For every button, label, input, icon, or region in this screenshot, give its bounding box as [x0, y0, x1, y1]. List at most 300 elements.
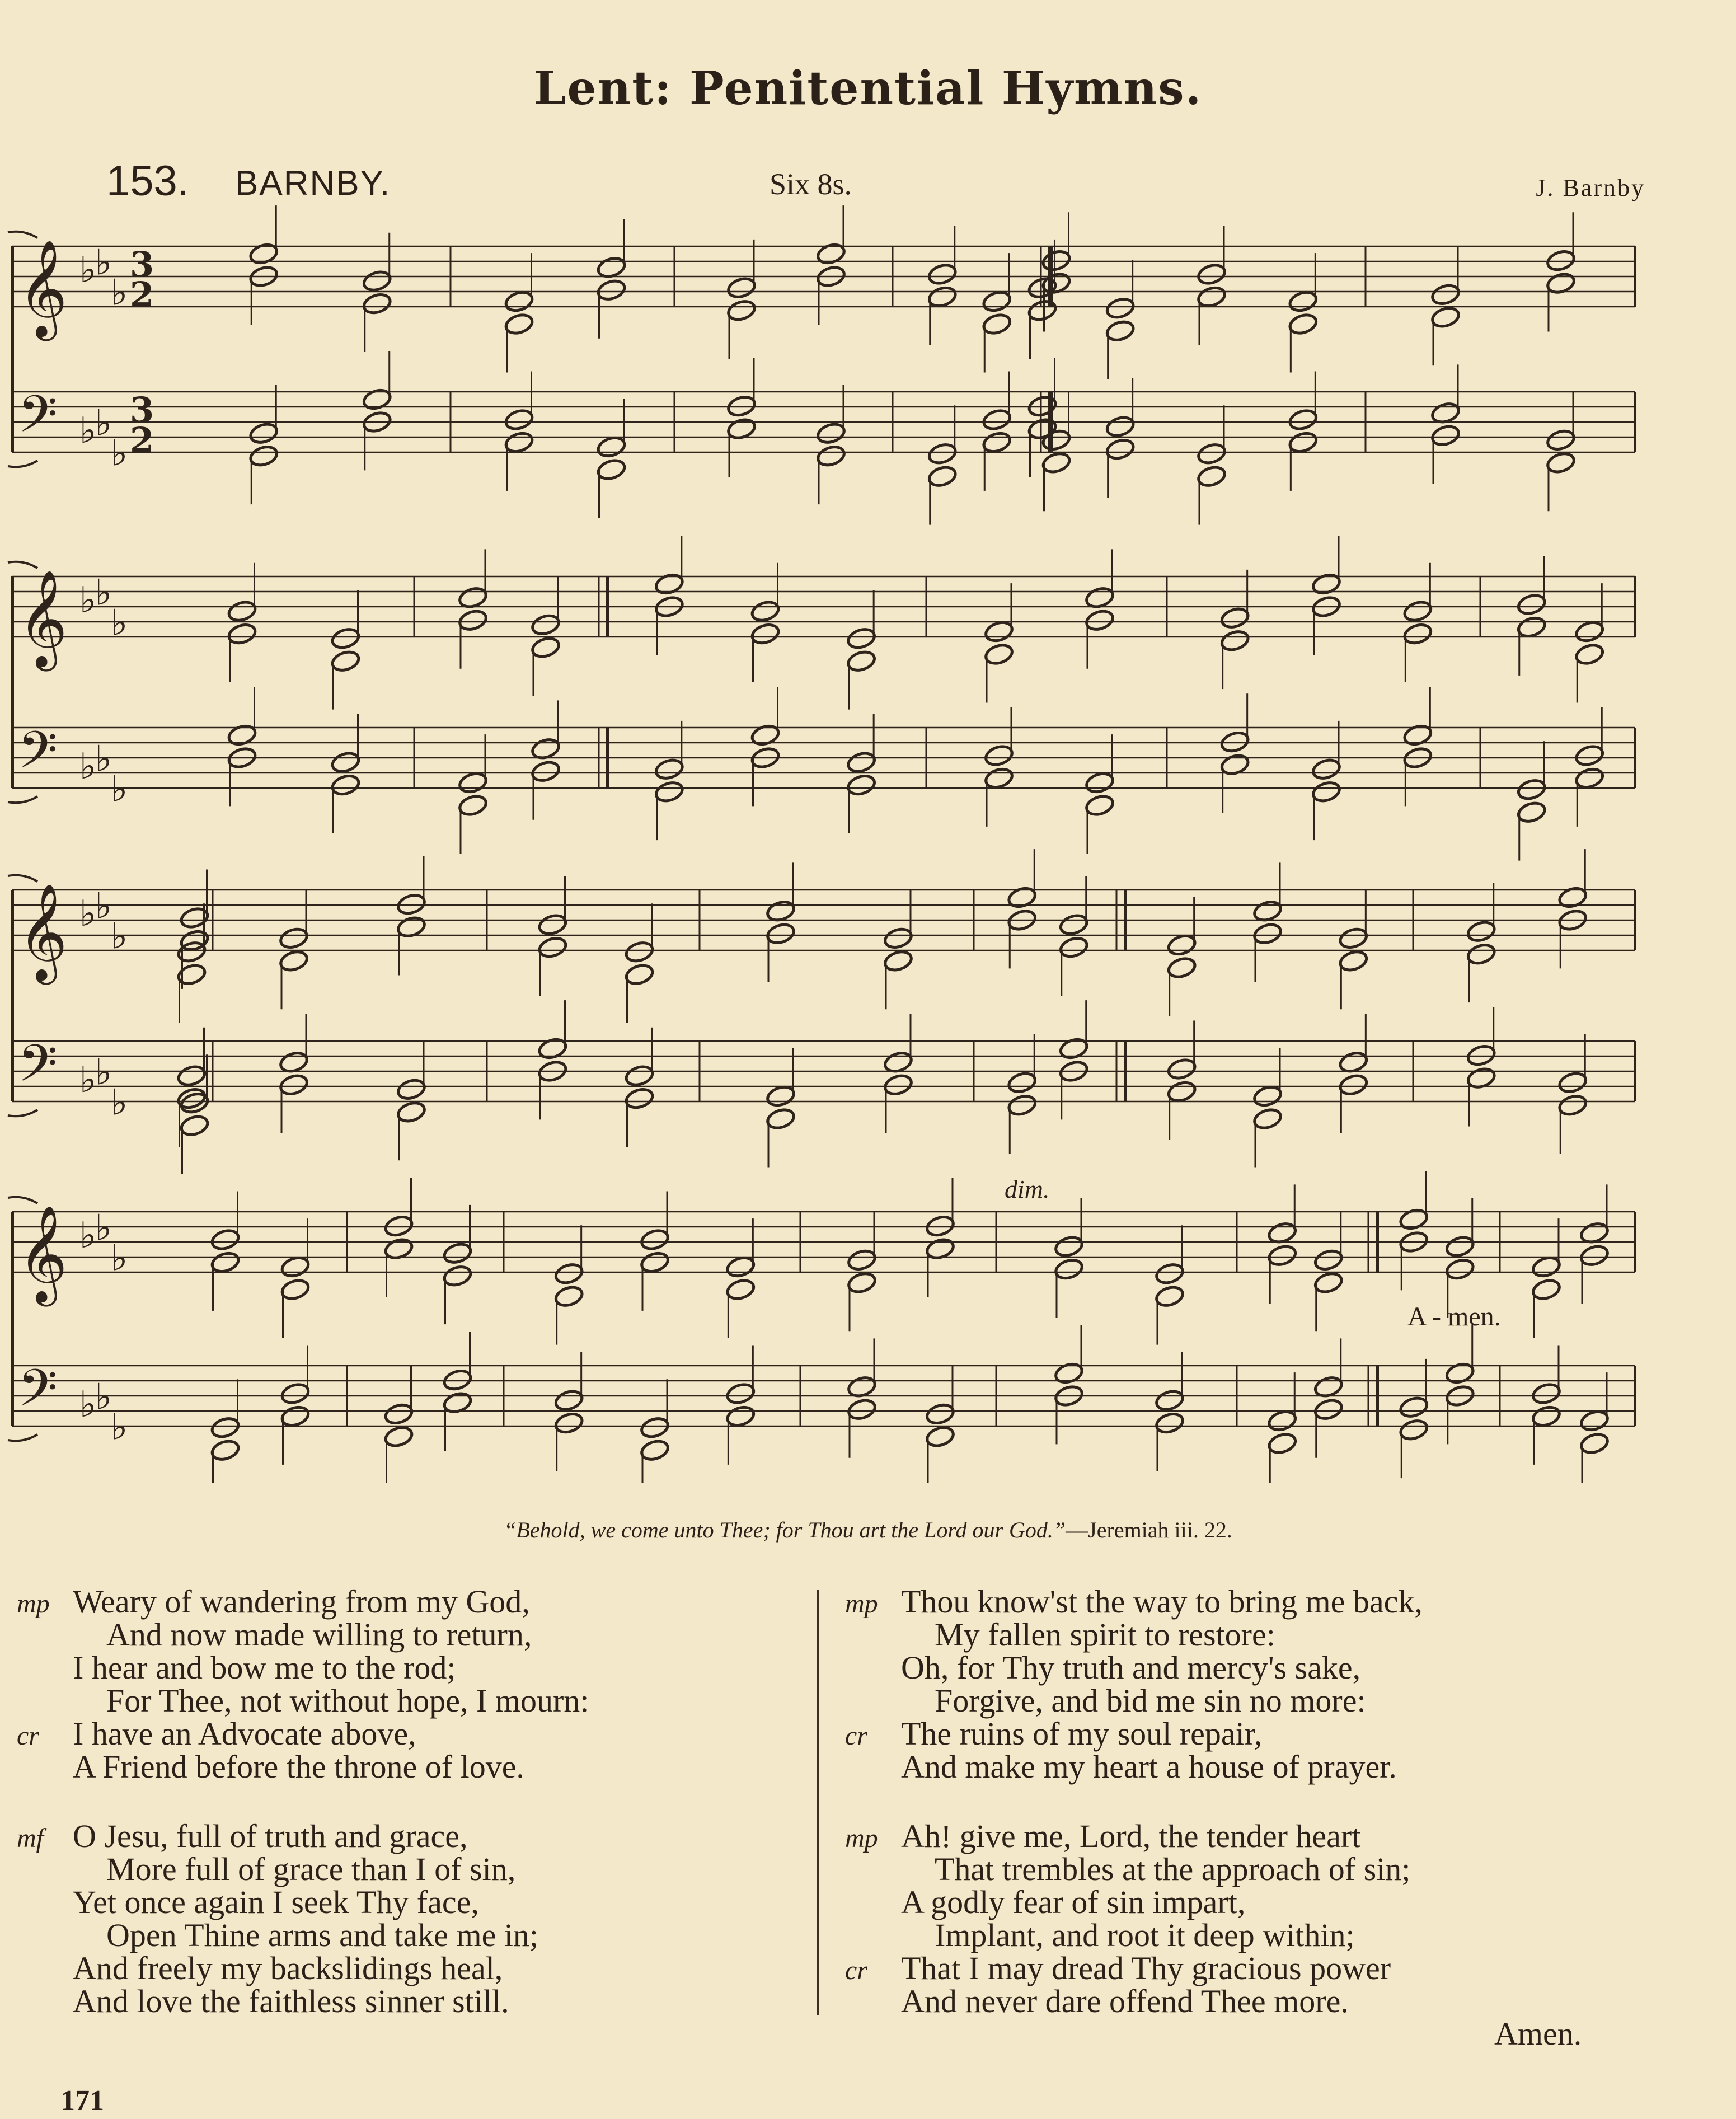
note-head	[504, 289, 534, 313]
verse-line-text: The ruins of my soul repair,	[901, 1715, 1263, 1752]
verse-line	[17, 1717, 800, 1750]
note-head	[1402, 723, 1433, 747]
note-head	[1105, 319, 1136, 343]
key-flat: ♭	[79, 893, 97, 935]
note-head	[1166, 1057, 1197, 1081]
note-head	[984, 766, 1015, 790]
bracket-hook	[8, 1110, 37, 1116]
note-head	[984, 642, 1015, 666]
verse-line-text: My fallen spirit to restore:	[935, 1616, 1275, 1653]
verse-line	[845, 1651, 1629, 1684]
note-head	[725, 1404, 756, 1428]
bracket-hook	[8, 461, 37, 467]
note-head	[1197, 465, 1227, 489]
note-head	[1058, 912, 1089, 936]
bass-clef: 𝄢	[18, 1358, 58, 1430]
verse-line-text: And never dare offend Thee more.	[901, 1983, 1349, 2019]
note-head	[1466, 920, 1496, 944]
note-head	[750, 723, 781, 747]
note-head	[227, 723, 257, 747]
verse-line	[17, 1886, 800, 1919]
note-head	[1105, 414, 1136, 438]
note-head	[750, 599, 781, 623]
key-flat: ♭	[95, 885, 112, 927]
note-head	[1430, 305, 1461, 329]
verse-line-text: That trembles at the approach of sin;	[935, 1851, 1411, 1887]
verse-line	[845, 1717, 1629, 1750]
note-head	[624, 963, 655, 987]
note-head	[179, 1114, 210, 1138]
note-head	[1531, 1277, 1562, 1301]
note-head	[1155, 1262, 1185, 1286]
verse-line-text: And now made willing to return,	[106, 1616, 532, 1653]
note-head	[1197, 262, 1227, 286]
verse-line-text: And love the faithless sinner still.	[73, 1983, 509, 2019]
verse-line-text: Ah! give me, Lord, the tender heart	[901, 1818, 1361, 1854]
note-head	[280, 1277, 311, 1301]
note-head	[816, 421, 847, 446]
verse-4	[845, 1820, 1629, 2018]
note-head	[210, 1250, 241, 1274]
note-head	[1516, 800, 1547, 824]
key-flat: ♭	[95, 1376, 112, 1418]
note-head	[1399, 1418, 1429, 1442]
note-head	[458, 771, 489, 795]
note-head	[640, 1250, 670, 1274]
note-head	[925, 1214, 956, 1238]
note-head	[640, 1438, 670, 1462]
note-head	[458, 608, 489, 632]
note-head	[383, 1402, 414, 1426]
dynamic-mark: cr	[845, 1956, 867, 1985]
dynamic-mark: mp	[845, 1589, 878, 1619]
note-head	[1155, 1388, 1185, 1412]
verse-line-text: Weary of wandering from my God,	[73, 1583, 530, 1620]
page-number: 171	[60, 2085, 104, 2117]
note-head	[1311, 572, 1342, 596]
note-head	[279, 1073, 309, 1097]
note-head	[396, 1077, 427, 1101]
note-head	[846, 626, 877, 650]
note-head	[227, 622, 257, 646]
note-head	[766, 1107, 796, 1131]
note-head	[504, 407, 534, 432]
running-head: Lent: Penitential Hymns.	[533, 62, 1203, 115]
note-head	[726, 394, 757, 418]
note-head	[1085, 771, 1115, 795]
note-head	[504, 430, 534, 454]
verse-line	[17, 1684, 800, 1717]
note-head	[847, 1248, 878, 1272]
verse-1	[17, 1585, 800, 1783]
note-head	[883, 1073, 914, 1097]
note-head	[537, 1037, 568, 1061]
key-flat: ♭	[111, 602, 128, 644]
note-head	[1444, 1361, 1475, 1385]
verse-line-text: And freely my backslidings heal,	[73, 1950, 503, 1986]
note-head	[280, 1255, 311, 1279]
note-head	[1311, 757, 1342, 781]
note-head	[1574, 620, 1605, 644]
note-head	[330, 626, 361, 650]
note-head	[1105, 437, 1136, 461]
note-head	[1546, 428, 1577, 452]
note-head	[846, 750, 877, 774]
note-head	[847, 1271, 878, 1295]
treble-clef: 𝄞	[18, 240, 68, 337]
tune-name: BARNBY.	[235, 164, 391, 203]
note-head	[1041, 428, 1072, 452]
time-signature-top: 3	[130, 244, 154, 285]
note-head	[883, 926, 914, 950]
note-head	[1466, 942, 1496, 966]
verse-line-text: A Friend before the throne of love.	[73, 1748, 524, 1785]
bass-clef: 𝄢	[18, 1034, 58, 1105]
verse-line	[845, 1585, 1629, 1618]
amen-lyric: A - men.	[1407, 1302, 1501, 1332]
note-head	[750, 622, 781, 646]
note-head	[1267, 1244, 1298, 1268]
verse-line-text: That I may dread Thy gracious power	[901, 1950, 1391, 1986]
note-head	[982, 289, 1012, 313]
note-head	[280, 1404, 311, 1428]
note-head	[846, 773, 877, 797]
note-head	[1219, 606, 1250, 630]
note-head	[927, 442, 958, 466]
note-head	[1288, 289, 1319, 313]
note-head	[1579, 1431, 1610, 1455]
note-head	[982, 407, 1012, 432]
time-signature-bottom: 2	[130, 274, 154, 315]
bracket-hook	[8, 232, 37, 238]
note-head	[1313, 1248, 1344, 1272]
verse-line-text: Thou know'st the way to bring me back,	[901, 1583, 1423, 1620]
note-head	[654, 757, 684, 781]
note-head	[1288, 312, 1319, 336]
key-flat: ♭	[111, 1237, 128, 1279]
note-head	[1155, 1411, 1185, 1435]
note-head	[210, 1415, 241, 1440]
note-head	[596, 435, 627, 459]
note-head	[1557, 885, 1588, 910]
note-head	[927, 285, 958, 309]
note-head	[176, 1063, 207, 1087]
note-head	[725, 1381, 756, 1405]
key-flat: ♭	[79, 250, 97, 291]
note-head	[176, 963, 207, 987]
note-head	[624, 940, 655, 964]
verse-line	[17, 1750, 800, 1783]
note-head	[504, 312, 534, 336]
note-head	[1313, 1398, 1344, 1422]
dynamic-mark: mp	[17, 1589, 50, 1619]
bracket-hook	[8, 875, 37, 882]
note-head	[1311, 780, 1342, 804]
note-head	[280, 1381, 311, 1405]
note-head	[624, 1063, 655, 1087]
note-head	[442, 1241, 473, 1265]
key-flat: ♭	[95, 1207, 112, 1249]
note-head	[537, 912, 568, 936]
verse-line	[845, 1684, 1629, 1717]
note-head	[927, 465, 958, 489]
treble-clef: 𝄞	[18, 883, 68, 981]
verse-line-text: Oh, for Thy truth and mercy's sake,	[901, 1649, 1361, 1686]
note-head	[1288, 430, 1319, 454]
verse-line-text: More full of grace than I of sin,	[106, 1851, 516, 1887]
key-flat: ♭	[111, 1082, 128, 1124]
verse-line-text: Yet once again I seek Thy face,	[73, 1884, 479, 1920]
key-flat: ♭	[79, 1060, 97, 1101]
note-head	[1197, 285, 1227, 309]
verse-line-text: Implant, and root it deep within;	[935, 1917, 1355, 1953]
note-head	[816, 242, 847, 266]
note-head	[442, 1368, 473, 1392]
note-head	[1430, 424, 1461, 448]
note-head	[531, 760, 561, 784]
note-head	[596, 278, 627, 302]
note-head	[982, 312, 1012, 336]
note-head	[1430, 283, 1461, 307]
note-head	[596, 457, 627, 481]
amen: Amen.	[1494, 2015, 1582, 2052]
composer: J. Barnby	[1536, 174, 1645, 201]
key-flat: ♭	[95, 738, 112, 780]
note-head	[847, 1398, 878, 1422]
note-head	[883, 949, 914, 973]
key-flat: ♭	[79, 410, 97, 452]
note-head	[1007, 1093, 1038, 1117]
verse-line	[17, 1618, 800, 1651]
note-head	[1288, 407, 1319, 432]
verse-2	[17, 1820, 800, 2018]
verse-line-text: For Thee, not without hope, I mourn:	[106, 1682, 589, 1719]
note-head	[1252, 922, 1283, 946]
scripture-reference: —Jeremiah iii. 22.	[1066, 1517, 1232, 1543]
note-head	[1557, 1071, 1588, 1095]
note-head	[1219, 629, 1250, 653]
note-head	[726, 276, 757, 300]
note-head	[1402, 622, 1433, 646]
note-head	[1267, 1431, 1298, 1455]
dynamic-mark: mp	[845, 1823, 878, 1853]
key-flat: ♭	[111, 1407, 128, 1448]
note-head	[640, 1415, 670, 1440]
note-head	[1058, 1037, 1089, 1061]
note-head	[1557, 1093, 1588, 1117]
verse-line	[17, 1585, 800, 1618]
verse-line-text: A godly fear of sin impart,	[901, 1884, 1246, 1920]
key-flat: ♭	[95, 1052, 112, 1094]
note-head	[279, 926, 309, 950]
note-head	[925, 1402, 956, 1426]
key-flat: ♭	[79, 580, 97, 621]
verse-line	[845, 1985, 1629, 2018]
key-flat: ♭	[79, 1384, 97, 1426]
note-head	[1444, 1234, 1475, 1258]
note-head	[248, 242, 279, 266]
note-head	[1338, 926, 1369, 950]
scripture-text: “Behold, we come unto Thee; for Thou art the Lord our God.”	[504, 1517, 1066, 1543]
note-head	[1252, 1084, 1283, 1108]
note-head	[816, 444, 847, 468]
note-head	[766, 1084, 796, 1108]
note-head	[383, 1424, 414, 1448]
bracket-hook	[8, 796, 37, 803]
key-flat: ♭	[111, 916, 128, 958]
note-head	[227, 599, 257, 623]
note-head	[1516, 615, 1547, 639]
note-head	[553, 1284, 584, 1309]
note-head	[925, 1424, 956, 1448]
note-head	[1085, 793, 1115, 817]
note-head	[279, 949, 309, 973]
note-head	[1105, 296, 1136, 320]
note-head	[1399, 1395, 1429, 1419]
note-head	[442, 1264, 473, 1288]
meter: Six 8s.	[770, 167, 852, 201]
note-head	[210, 1227, 241, 1251]
bracket-hook	[8, 1434, 37, 1441]
note-head	[1574, 743, 1605, 767]
note-head	[1041, 249, 1072, 273]
note-head	[982, 430, 1012, 454]
note-head	[1166, 955, 1197, 979]
note-head	[984, 743, 1015, 767]
note-head	[1516, 592, 1547, 616]
note-head	[1197, 442, 1227, 466]
verse-line	[845, 1820, 1629, 1853]
note-head	[1054, 1234, 1085, 1258]
note-head	[1166, 1080, 1197, 1104]
verse-line	[17, 1853, 800, 1886]
key-flat: ♭	[111, 272, 128, 314]
note-head	[1579, 1409, 1610, 1433]
note-head	[1267, 1409, 1298, 1433]
note-head	[1155, 1284, 1185, 1309]
note-head	[248, 421, 279, 446]
key-flat: ♭	[95, 402, 112, 444]
note-head	[1054, 1361, 1085, 1385]
note-head	[726, 298, 757, 322]
note-head	[537, 935, 568, 959]
key-flat: ♭	[95, 572, 112, 614]
key-flat: ♭	[79, 746, 97, 787]
note-head	[362, 292, 392, 316]
bracket-hook	[8, 562, 37, 568]
note-head	[1058, 935, 1089, 959]
note-head	[1041, 451, 1072, 475]
note-head	[396, 892, 427, 916]
note-head	[1531, 1404, 1562, 1428]
verse-line-text: O Jesu, full of truth and grace,	[73, 1818, 468, 1854]
note-head	[553, 1411, 584, 1435]
note-head	[396, 1100, 427, 1124]
time-signature-bottom: 2	[130, 420, 154, 461]
verse-line-text: Open Thine arms and take me in;	[106, 1917, 539, 1953]
dynamic-mark: mf	[17, 1823, 44, 1853]
note-head	[766, 922, 796, 946]
treble-clef: 𝄞	[18, 1205, 68, 1302]
note-head	[654, 780, 684, 804]
note-head	[330, 773, 361, 797]
note-head	[725, 1255, 756, 1279]
verse-line-text: Forgive, and bid me sin no more:	[935, 1682, 1366, 1719]
note-head	[984, 620, 1015, 644]
note-head	[1085, 608, 1115, 632]
verse-3	[845, 1585, 1629, 1783]
verse-line	[845, 1618, 1629, 1651]
note-head	[1054, 1257, 1085, 1281]
note-head	[1466, 1043, 1496, 1067]
note-head	[624, 1086, 655, 1110]
note-head	[1219, 730, 1250, 754]
verse-line	[17, 1651, 800, 1684]
verse-line	[845, 1853, 1629, 1886]
note-head	[553, 1262, 584, 1286]
dynamic-mark: cr	[17, 1721, 39, 1751]
treble-clef: 𝄞	[18, 570, 68, 667]
note-head	[1531, 1381, 1562, 1405]
dynamic-mark: cr	[845, 1721, 867, 1751]
verse-line	[17, 1919, 800, 1952]
verse-line	[17, 1985, 800, 2018]
note-head	[1313, 1271, 1344, 1295]
note-head	[1027, 394, 1058, 418]
note-head	[1574, 642, 1605, 666]
key-flat: ♭	[111, 433, 128, 475]
note-head	[1007, 885, 1038, 910]
verse-line	[845, 1919, 1629, 1952]
note-head	[210, 1438, 241, 1462]
note-head	[1166, 933, 1197, 957]
note-head	[1027, 298, 1058, 322]
note-head	[1546, 249, 1577, 273]
dynamic-marking: dim.	[1005, 1175, 1050, 1203]
scripture-quote	[0, 1517, 1736, 1543]
note-head	[1252, 1107, 1283, 1131]
verse-line-text: I hear and bow me to the rod;	[73, 1649, 456, 1686]
note-head	[531, 635, 561, 659]
bass-clef: 𝄢	[18, 720, 58, 792]
note-head	[1444, 1257, 1475, 1281]
note-head	[927, 262, 958, 286]
verse-line	[17, 1952, 800, 1985]
note-head	[1338, 949, 1369, 973]
note-head	[1531, 1255, 1562, 1279]
note-head	[531, 613, 561, 637]
note-head	[458, 793, 489, 817]
key-flat: ♭	[95, 242, 112, 284]
note-head	[1574, 766, 1605, 790]
note-head	[725, 1277, 756, 1301]
verse-line-text: And make my heart a house of prayer.	[901, 1748, 1397, 1785]
verse-line-text: I have an Advocate above,	[73, 1715, 416, 1752]
note-head	[383, 1214, 414, 1238]
note-head	[846, 649, 877, 673]
key-flat: ♭	[111, 768, 128, 810]
note-head	[179, 906, 210, 930]
time-signature-top: 3	[130, 390, 154, 430]
note-head	[362, 269, 392, 293]
note-head	[640, 1227, 670, 1251]
verse-line	[845, 1886, 1629, 1919]
column-divider	[817, 1590, 819, 2015]
note-head	[654, 572, 684, 596]
note-head	[1579, 1244, 1610, 1268]
key-flat: ♭	[79, 1215, 97, 1257]
bracket-hook	[8, 1197, 37, 1203]
